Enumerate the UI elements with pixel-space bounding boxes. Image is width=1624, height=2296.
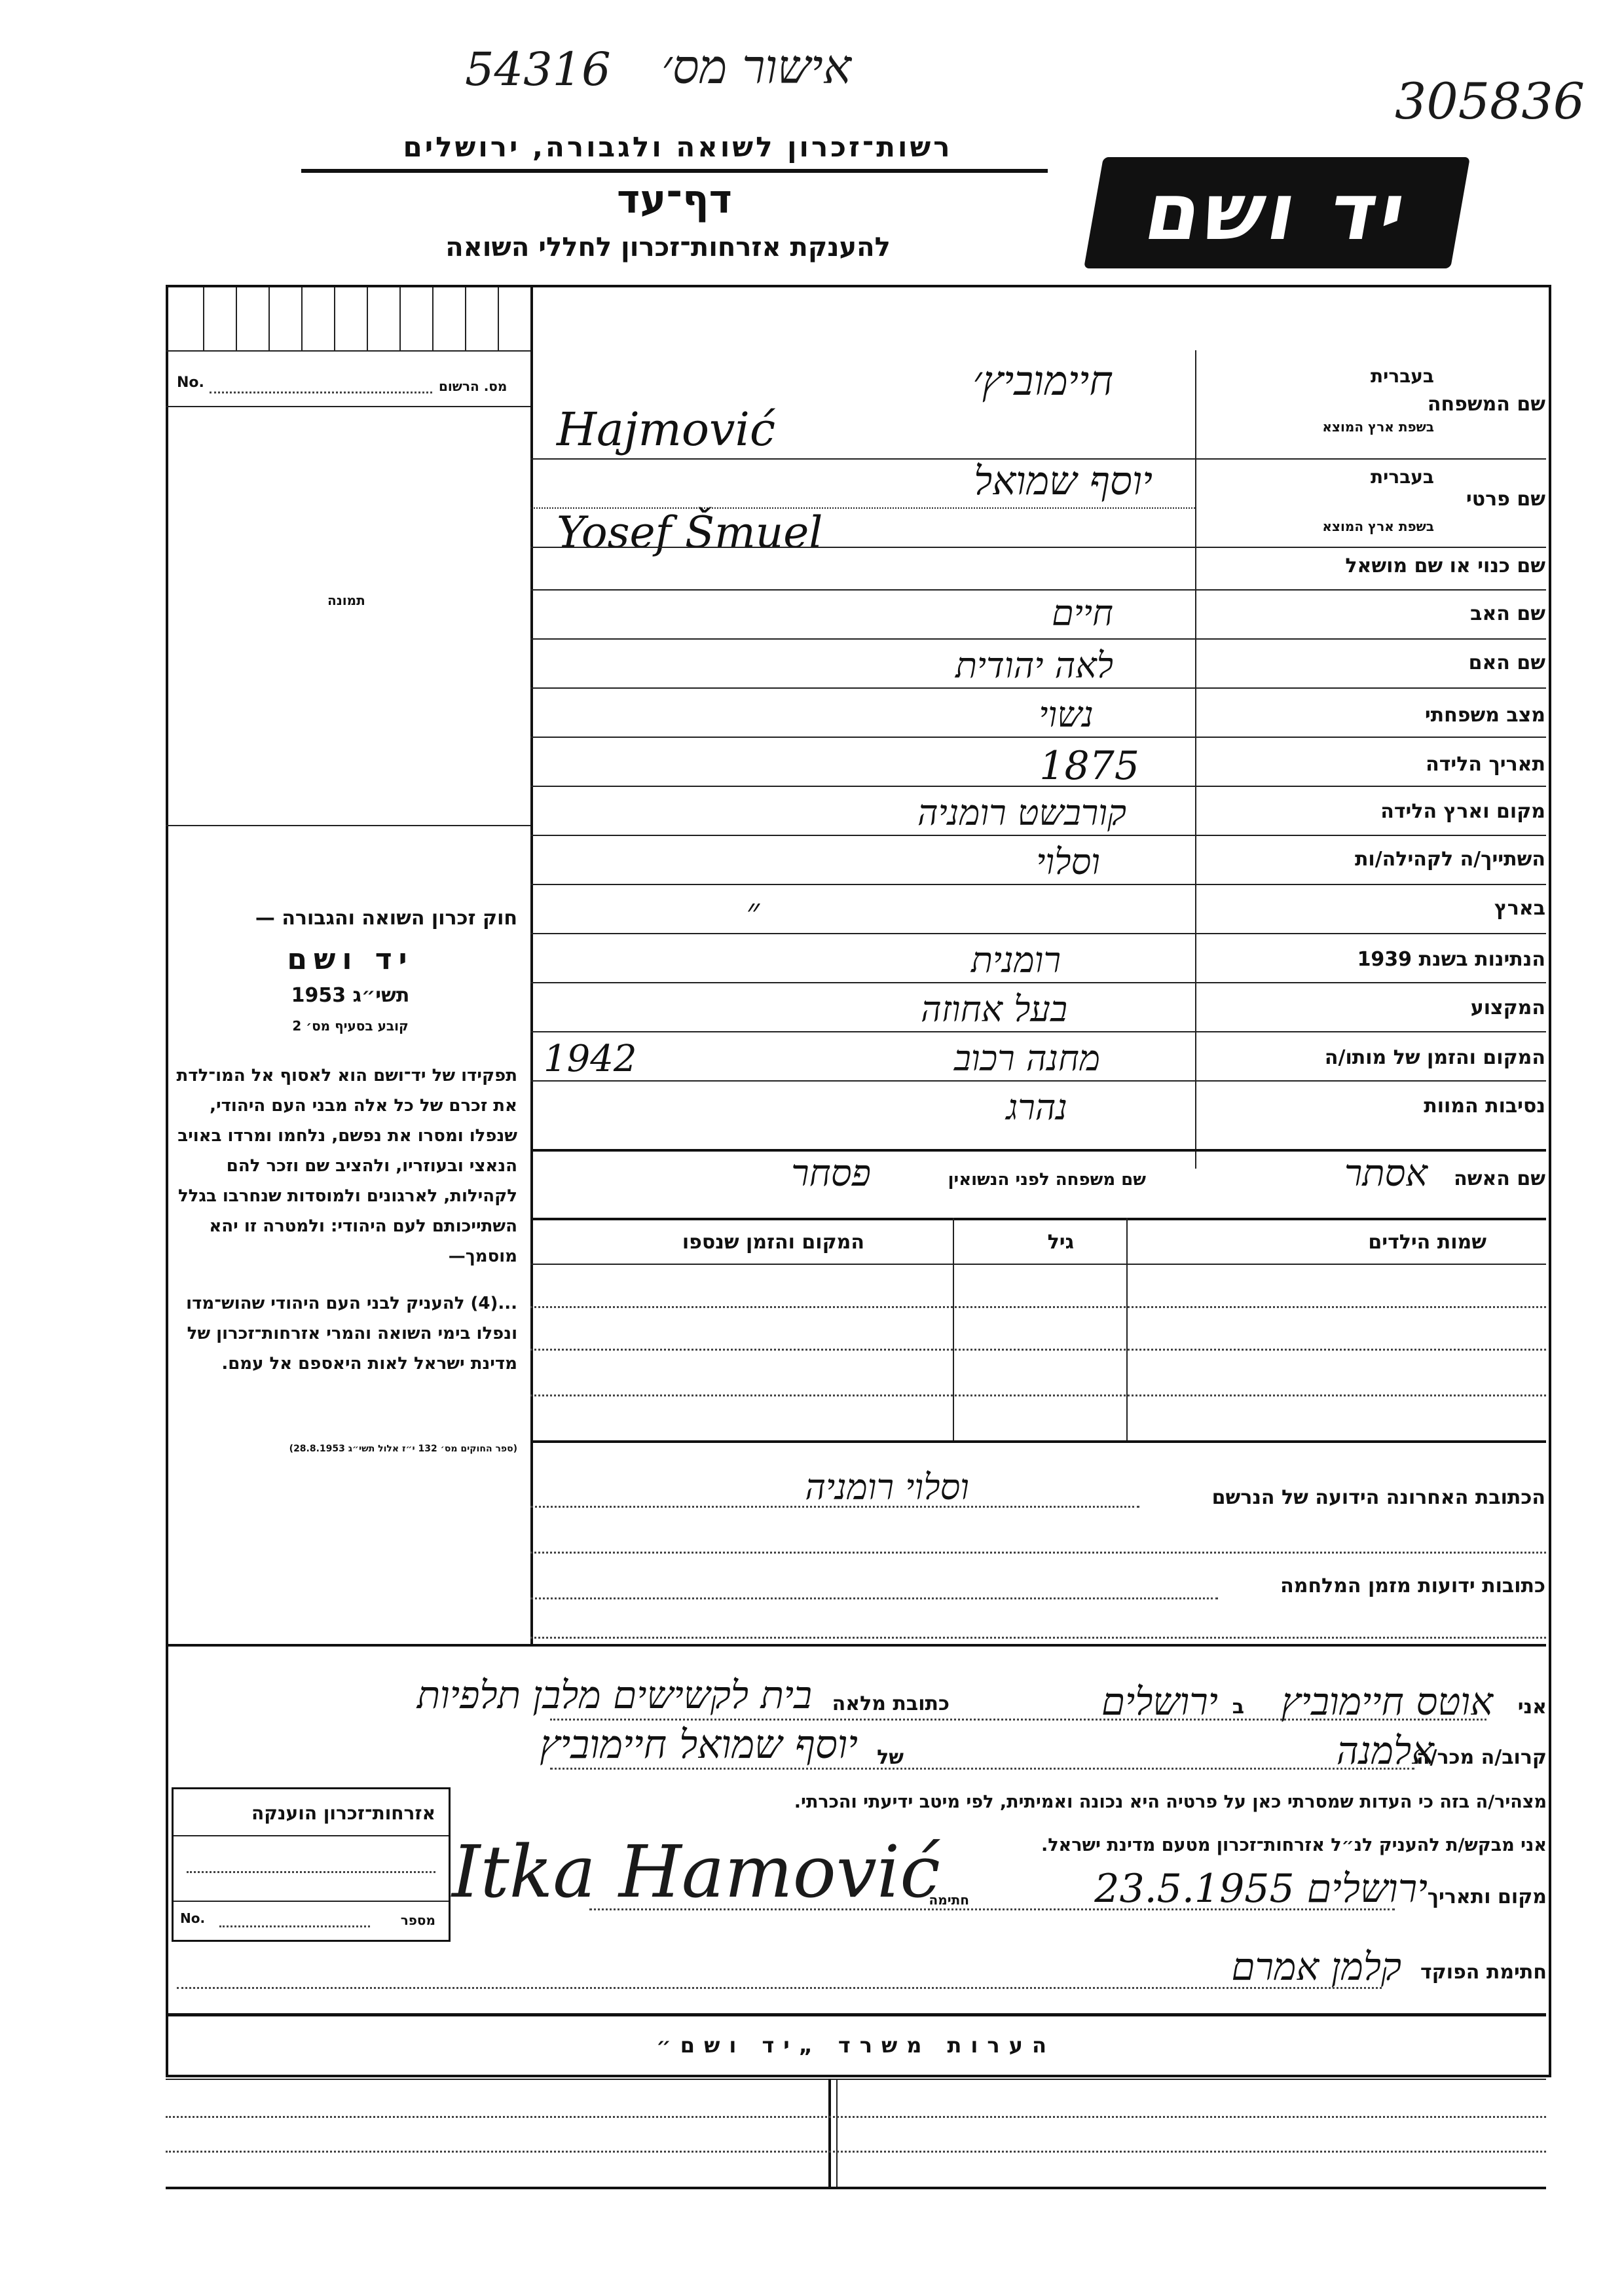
full-address-label: כתובת מלאה <box>832 1692 950 1715</box>
signature-label: חתימה <box>929 1892 969 1908</box>
community-label: השתייך/ה לקהילה/ות <box>1354 848 1545 871</box>
row-line <box>530 507 1195 509</box>
children-table-bottom <box>530 1440 1546 1443</box>
reg-box-line <box>498 287 499 350</box>
profession-value: בעל אחוזה <box>921 989 1067 1030</box>
children-row <box>530 1264 1546 1265</box>
death-cause-value: נהרג <box>1006 1087 1067 1128</box>
law-footnote: (ספר החוקים מס׳ 132 י״ז אלול תשי״ג 28.8.1953) <box>289 1444 517 1454</box>
children-col-divider <box>1126 1218 1128 1440</box>
reg-row-bottom <box>166 406 530 407</box>
authority-underline <box>301 169 1048 173</box>
officer-signature-label: חתימת הפוקד <box>1420 1961 1547 1984</box>
family-name-origin-label: בשפת ארץ המוצא <box>1322 419 1434 435</box>
country-value: ״ <box>746 890 760 932</box>
citizenship-granted-title: אזרחות־זכרון הוענקה <box>251 1802 435 1824</box>
death-cause-label: נסיבות המוות <box>1424 1095 1545 1118</box>
reg-number-label: מס. הרשום <box>439 378 507 394</box>
reg-number-line <box>210 392 432 393</box>
reg-box-line <box>203 287 204 350</box>
birth-date-label: תאריך הלידה <box>1426 753 1545 776</box>
declaration-i-label: אני <box>1517 1696 1547 1719</box>
declarant-name: אוטס חיימוביץ <box>1281 1679 1493 1724</box>
row-line <box>530 1080 1546 1082</box>
reg-box-line <box>334 287 335 350</box>
office-notes-header-line <box>166 2079 1546 2080</box>
birth-place-label: מקום וארץ הלידה <box>1380 800 1545 823</box>
death-place-label: המקום והזמן של מותו/ה <box>1324 1046 1545 1069</box>
first-name-latin: Yosef Šmuel <box>557 507 823 558</box>
office-notes-title: הערות משרד „יד ושם״ <box>656 2033 1056 2058</box>
profession-label: המקצוע <box>1470 996 1545 1019</box>
children-row <box>530 1306 1546 1308</box>
declaration-line <box>550 1768 1414 1770</box>
citizenship-1939-label: הנתינות בשנת 1939 <box>1357 948 1545 971</box>
page-subtitle: להענקת אזרחות־זכרון לחללי השואה <box>445 232 891 263</box>
citizenship-box-number-label: מספר <box>400 1912 435 1928</box>
wife-label: שם האשה <box>1454 1167 1545 1190</box>
row-line <box>530 547 1546 548</box>
office-notes-bottom <box>166 2187 1546 2189</box>
yad-vashem-logo <box>1084 157 1470 268</box>
declaration-in-label: ב <box>1232 1696 1244 1719</box>
place-date-value: ירושלים 23.5.1955 <box>1094 1866 1428 1912</box>
full-address-value: בית לקשישים מלבן תלפיות <box>416 1673 812 1717</box>
declaration-city: ירושלים <box>1101 1679 1218 1724</box>
family-name-hebrew-label: בעברית <box>1370 365 1434 387</box>
relative-of-value: יוסף שמואל חיימוביץ <box>540 1722 858 1768</box>
authority-title: רשות־זכרון לשואה ולגבורה, ירושלים <box>403 131 953 163</box>
reg-boxes-bottom <box>166 350 530 352</box>
declaration-statement-1: מצהיר/ה בזה כי העדות שמסרתי כאן על פרטיה היא נכונה ואמיתית, לפי מיטב ידיעתי והכרתי. <box>794 1792 1547 1812</box>
family-name-hebrew: חיימוביץ׳ <box>972 357 1113 405</box>
war-address-label: כתובות ידועות מזמן המלחמה <box>1280 1575 1545 1597</box>
birth-date-value: 1875 <box>1039 743 1139 789</box>
row-line <box>530 638 1546 640</box>
first-name-label: שם פרטי <box>1466 488 1545 511</box>
law-name: יד ושם <box>287 943 414 976</box>
death-year-value: 1942 <box>544 1038 637 1080</box>
birth-place-value: קורבשט רומניה <box>917 792 1126 833</box>
address-line <box>530 1552 1546 1554</box>
reg-box-line <box>301 287 303 350</box>
declaration-line <box>589 1908 1395 1910</box>
family-name-latin: Hajmović <box>557 403 776 456</box>
label-column-divider <box>1195 350 1196 1169</box>
top-left-number: 54316 <box>465 43 611 96</box>
top-right-number: 305836 <box>1395 72 1585 130</box>
declaration-statement-2: אני מבקש/ת להעניק לנ״ל אזרחות־זכרון מטעם מדינת ישראל. <box>1041 1835 1547 1855</box>
top-approval-number: אישור מס׳ <box>661 39 852 94</box>
address-line <box>530 1506 1139 1508</box>
father-value: חיים <box>1052 592 1113 634</box>
law-year: תשי״ג 1953 <box>291 984 410 1007</box>
maiden-name-value: פסחר <box>791 1152 871 1195</box>
law-title: חוק זכרון השואה והגבורה — <box>255 907 517 930</box>
row-line <box>530 933 1546 934</box>
citizenship-1939-value: רומנית <box>970 939 1061 981</box>
last-address-value: וסלוי רומניה <box>805 1467 969 1508</box>
maiden-name-label: שם משפחה לפני הנשואין <box>948 1170 1146 1190</box>
country-label: בארץ <box>1494 897 1545 920</box>
address-line <box>530 1597 1218 1599</box>
children-age-header: גיל <box>1047 1231 1074 1254</box>
relative-label: קרוב/ה מכר/ה <box>1416 1746 1547 1769</box>
relation-value: אלמנה <box>1336 1728 1434 1773</box>
reg-box-line <box>367 287 368 350</box>
death-place-value: מחנה רכוב <box>953 1038 1100 1079</box>
row-line <box>530 737 1546 738</box>
signature-value: Itka Hamović <box>452 1830 940 1914</box>
row-line <box>530 687 1546 689</box>
first-name-origin-label: בשפת ארץ המוצא <box>1322 519 1434 534</box>
reg-box-line <box>236 287 237 350</box>
mother-value: לאה יהודית <box>955 645 1113 686</box>
row-line <box>530 835 1546 836</box>
last-address-label: הכתובת האחרונה הידועה של הנרשם <box>1211 1486 1545 1509</box>
officer-signature-value: קלמן אמרם <box>1231 1944 1401 1989</box>
declaration-line <box>550 1719 1486 1721</box>
marital-status-label: מצב משפחתי <box>1424 704 1545 727</box>
citizenship-granted-box <box>172 1787 451 1942</box>
row-line <box>530 1218 1546 1220</box>
reg-box-line <box>399 287 401 350</box>
law-section: קובע בסעיף מס׳ 2 <box>292 1018 409 1034</box>
wife-value: אסתר <box>1344 1152 1428 1195</box>
citizenship-box-no: No. <box>180 1910 206 1926</box>
nickname-label: שם כנוי או שם מושאל <box>1345 555 1545 577</box>
children-place-header: המקום והזמן שנספו <box>682 1231 864 1254</box>
office-notes-divider <box>836 2079 838 2187</box>
photo-bottom <box>166 825 530 826</box>
citizenship-box-divider <box>174 1901 449 1902</box>
community-value: וסלוי <box>1036 841 1100 883</box>
citizenship-box-line <box>219 1925 370 1927</box>
reg-box-line <box>432 287 434 350</box>
photo-label: תמונה <box>327 592 365 608</box>
logo-text: יד ושם <box>1138 167 1416 258</box>
reg-box-line <box>268 287 270 350</box>
place-date-label: מקום ותאריך <box>1427 1886 1547 1908</box>
office-notes-divider <box>828 2079 831 2187</box>
row-line <box>530 1031 1546 1032</box>
row-line <box>530 1149 1546 1152</box>
address-line <box>530 1637 1546 1639</box>
mother-label: שם האם <box>1468 651 1545 674</box>
father-label: שם האב <box>1470 602 1545 625</box>
row-line <box>530 982 1546 983</box>
office-notes-line <box>166 2151 1546 2153</box>
reg-box-line <box>465 287 466 350</box>
relative-of-label: של <box>877 1746 904 1769</box>
row-line <box>530 884 1546 885</box>
office-notes-top <box>166 2013 1546 2016</box>
marital-status-value: נשוי <box>1039 694 1094 735</box>
addresses-bottom <box>166 1644 1546 1647</box>
citizenship-box-divider <box>174 1835 449 1836</box>
first-name-hebrew: יוסף שמואל <box>974 458 1153 504</box>
citizenship-box-line <box>187 1871 435 1873</box>
law-paragraph-1: תפקידו של יד־ושם הוא לאסוף אל המו־לדת את זכרם של כל אלה מבני העם היהודי, שנפלו ומסרו את נפשם, נלחמו ומרדו באויב הנאצי ובעוזריו, ולהציב שם וזכר להם לקהילות, לארגונים ולמוסדות שנחרבו בגלל השתייכותם לעם היהודי: ולמטרה זו יהא מוסמך— <box>176 1066 517 1266</box>
officer-line <box>177 1987 1382 1989</box>
page-title: דף־עד <box>617 177 732 223</box>
family-name-label: שם המשפחה <box>1427 393 1545 416</box>
row-line <box>530 589 1546 591</box>
law-paragraph-2: ...(4) להעניק לבני העם היהודי שהוש־מדו ונפלו בימי השואה והמרי אזרחות־זכרון של מדינת ישראל לאות היאספם אל עמם. <box>186 1294 517 1374</box>
children-names-header: שמות הילדים <box>1368 1231 1486 1254</box>
children-row <box>530 1349 1546 1351</box>
first-name-hebrew-label: בעברית <box>1370 466 1434 488</box>
reg-no-label: No. <box>177 374 204 391</box>
row-line <box>530 786 1546 787</box>
children-col-divider <box>953 1218 954 1440</box>
office-notes-line <box>166 2116 1546 2118</box>
children-row <box>530 1394 1546 1396</box>
